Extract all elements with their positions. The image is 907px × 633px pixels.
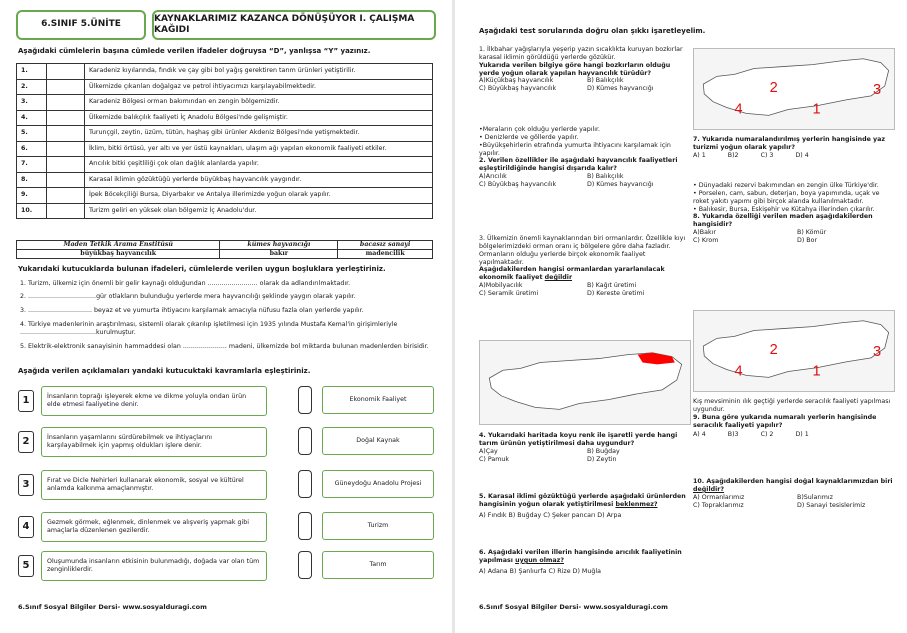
- question-10: [693, 478, 895, 509]
- unit-header: 6.SINIF 5.ÜNİTE: [16, 10, 146, 40]
- question-prompt: 6. Aşağıdaki verilen illerin hangisinde arıcılık faaliyetinin yapılması: [479, 549, 682, 564]
- option-a[interactable]: A)Küçükbaş hayvancılık: [479, 77, 554, 85]
- tf-answer-cell[interactable]: [47, 95, 85, 111]
- match-term: Ekonomik Faaliyet: [322, 386, 434, 414]
- map-number: 2: [769, 79, 778, 96]
- match-term: Doğal Kaynak: [322, 427, 434, 455]
- question-8: [693, 182, 895, 245]
- match-term: Tarım: [322, 551, 434, 579]
- bullet-item: • Porselen, cam, sabun, deterjan, boya yapımında, uçak ve roket yakıtı yapımı gibi birçok alanda kullanılmaktadır.: [693, 189, 880, 205]
- tf-answer-cell[interactable]: [47, 203, 85, 219]
- option-b[interactable]: B) Kömür: [797, 229, 827, 237]
- tf-statement: Karasal iklimin gözüktüğü yerlerde büyükbaş hayvancılık yaygındır.: [85, 172, 433, 188]
- match-term: Turizm: [322, 512, 434, 540]
- tf-row: [17, 64, 433, 80]
- match-number: 3: [18, 474, 34, 496]
- question-prompt: 2. Verilen özellikler ile aşağıdaki hayvancılık faaliyetleri eşleştirildiğinde hangisi dışarıda kalır?: [479, 157, 678, 173]
- fill-item: 2. ..................................gür otlakların bulunduğu yerlerde mera hayvancılığı şeklinde yaygın olarak yapılır.: [20, 293, 356, 300]
- tf-row: [17, 126, 433, 142]
- fill-item: 5. Elektrik-elektronik sanayisinin hammaddesi olan ...................... madeni, ülkemizde bol miktarda bulunan madenlerden birisidir.: [20, 343, 429, 350]
- tf-row: [17, 172, 433, 188]
- test-instruction: Aşağıdaki test sorularında doğru olan şıkkı işaretleyelim.: [479, 27, 706, 35]
- answer-slot[interactable]: [298, 551, 312, 579]
- term-cell: Maden Tetkik Arama Enstitüsü: [17, 241, 220, 250]
- tf-answer-cell[interactable]: [47, 188, 85, 204]
- option-b[interactable]: B)Sularımız: [797, 493, 833, 501]
- tf-row-number: 3.: [17, 95, 47, 111]
- match-description: Fırat ve Dicle Nehirleri kullanarak ekonomik, sosyal ve kültürel anlamda kalkınma amaçlanmıştır.: [41, 470, 267, 500]
- option-c[interactable]: C) Topraklarımız: [693, 501, 744, 509]
- tf-row-number: 5.: [17, 126, 47, 142]
- question-4: [479, 432, 689, 463]
- question-7: [693, 136, 895, 160]
- question-prompt: 10. Aşağıdakilerden hangisi doğal kaynaklarımızdan biri: [693, 478, 893, 485]
- question-1: [479, 46, 689, 93]
- tf-row-number: 8.: [17, 172, 47, 188]
- answer-slot[interactable]: [298, 512, 312, 540]
- question-prompt: Aşağıdakilerden hangisi ormanlardan yararlanılacak ekonomik faaliyet: [479, 266, 665, 282]
- answer-slot[interactable]: [298, 470, 312, 498]
- tf-statement: Arıcılık bitki çeşitliliği çok olan dağlık alanlarda yapılır.: [85, 157, 433, 173]
- matching-instruction: Aşağıda verilen açıklamaları yandaki kutucuktaki kavramlarla eşleştiriniz.: [18, 367, 311, 375]
- option-c[interactable]: C) 2: [760, 431, 774, 439]
- option-d[interactable]: D) 1: [795, 431, 809, 439]
- match-description: İnsanların yaşamlarını sürdürebilmek ve ihtiyaçlarını karşılayabilmek için yapmış oldukları işlere denir.: [41, 427, 267, 457]
- map-number: 4: [734, 101, 743, 118]
- option-d[interactable]: D) Kümes hayvancığı: [587, 181, 654, 189]
- question-prompt: 5. Karasal iklimi gözüktüğü yerlerde aşağıdaki ürünlerden hangisinin yoğun olarak yetiştirilmesi: [479, 493, 686, 508]
- tf-row: [17, 110, 433, 126]
- turkey-map-icon: [694, 311, 894, 391]
- turkey-map-q4: [479, 340, 691, 425]
- tf-statement: Ülkemizde çıkarılan doğalgaz ve petrol ihtiyacımızı karşılayabilmektedir.: [85, 79, 433, 95]
- worksheet-title: KAYNAKLARIMIZ KAZANCA DÖNÜŞÜYOR I. ÇALIŞMA KAĞIDI: [152, 10, 436, 40]
- option-a[interactable]: A) 4: [693, 431, 706, 439]
- bullet-item: •Meraların çok olduğu yerlerde yapılır.: [479, 126, 600, 133]
- option-d[interactable]: D) Kümes hayvancığı: [587, 85, 654, 93]
- option-b[interactable]: B) Kağıt üretimi: [587, 282, 637, 290]
- question-prompt: 9. Buna göre yukarıda numaralı yerlerin hangisinde seracılık faaliyeti yapılır?: [693, 413, 877, 429]
- turkey-map-icon: [694, 49, 894, 129]
- tf-row-number: 10.: [17, 203, 47, 219]
- turkey-map-icon: [480, 341, 690, 424]
- option-d[interactable]: D) Bor: [797, 237, 818, 245]
- question-2: [479, 126, 689, 189]
- option-c[interactable]: C) Seramik üretimi: [479, 290, 539, 298]
- term-box: [16, 240, 433, 259]
- option-a[interactable]: A) 1: [693, 151, 706, 159]
- question-prompt: Yukarıda verilen bilgiye göre hangi bozkırların olduğu yerde yoğun olarak yapılan hayvancılık türüdür?: [479, 61, 671, 77]
- match-description: Gezmek görmek, eğlenmek, dinlenmek ve alışveriş yapmak gibi amaçlarla düzenlenen gezilerdir.: [41, 512, 267, 542]
- tf-instruction: Aşağıdaki cümlelerin başına cümlede verilen ifadeler doğruysa “D”, yanlışsa “Y” yazınız.: [18, 47, 371, 55]
- term-cell: bakır: [220, 250, 338, 259]
- match-term: Güneydoğu Anadolu Projesi: [322, 470, 434, 498]
- tf-answer-cell[interactable]: [47, 79, 85, 95]
- term-cell: büyükbaş hayvancılık: [17, 250, 220, 259]
- tf-row: [17, 79, 433, 95]
- bullet-item: • Denizlerde ve göllerde yapılır.: [479, 133, 579, 141]
- option-d[interactable]: D) Sanayi tesislerimiz: [797, 501, 866, 509]
- option-d[interactable]: D) 4: [795, 151, 809, 159]
- question-3: [479, 235, 689, 298]
- fill-item: 3. ................................ beyaz et ve yumurta ihtiyacını karşılamak amacıyla nüfusu fazla olan yerlerde yapılır.: [20, 307, 364, 314]
- tf-answer-cell[interactable]: [47, 172, 85, 188]
- footer-credit: 6.Sınıf Sosyal Bilgiler Dersi- www.sosyalduragi.com: [18, 603, 207, 611]
- option-a[interactable]: A)Çay: [479, 447, 498, 455]
- tf-answer-cell[interactable]: [47, 64, 85, 80]
- tf-answer-cell[interactable]: [47, 157, 85, 173]
- tf-row-number: 9.: [17, 188, 47, 204]
- turkey-map-q7: [693, 48, 895, 130]
- option-a[interactable]: A)Mobilyacılık: [479, 282, 523, 290]
- footer-credit: 6.Sınıf Sosyal Bilgiler Dersi- www.sosyalduragi.com: [479, 603, 668, 611]
- question-stem: 3. Ülkemizin önemli kaynaklarından biri ormanlardır. Özellikle kıyı bölgelerimizdeki orman oranı iç bölgelere göre daha fazladır. Ormanların olduğu yerlerde birçok ekonomik faaliyet yapılmaktadır.: [479, 235, 686, 266]
- emphasis: değildir: [544, 274, 573, 282]
- question-prompt: 4. Yukarıdaki haritada koyu renk ile işaretli yerde hangi tarım ürünün yetiştirilmesi daha uygundur?: [479, 432, 678, 447]
- match-number: 2: [18, 431, 34, 453]
- question-9: [693, 398, 895, 439]
- option-d[interactable]: D) Kereste üretimi: [587, 290, 645, 298]
- map-number: 3: [873, 81, 882, 98]
- tf-row: [17, 188, 433, 204]
- option-line[interactable]: A) Fındık B) Buğday C) Şeker pancarı D) Arpa: [479, 511, 622, 519]
- term-cell: madencilik: [338, 250, 433, 259]
- tf-row: [17, 157, 433, 173]
- answer-slot[interactable]: [298, 427, 312, 455]
- fill-instruction: Yukarıdaki kutucuklarda bulunan ifadeleri, cümlelerde verilen uygun boşluklara yerleştiriniz.: [18, 265, 386, 273]
- match-description: Oluşumunda insanların etkisinin bulunmadığı, doğada var olan tüm zenginliklerdir.: [41, 551, 267, 581]
- tf-answer-cell[interactable]: [47, 126, 85, 142]
- option-d[interactable]: D) Zeytin: [587, 455, 617, 463]
- option-b[interactable]: B)3: [727, 431, 739, 439]
- tf-row: [17, 141, 433, 157]
- tf-statement: Turunçgil, zeytin, üzüm, tütün, haşhaş gibi ürünler Akdeniz Bölgesi'nde yetişmektedir.: [85, 126, 433, 142]
- question-6: [479, 549, 689, 576]
- option-a[interactable]: A) Ormanlarımız: [693, 493, 745, 501]
- tf-statement: Karadeniz kıyılarında, fındık ve çay gibi bol yağış gerektiren tarım ürünleri yetiştirilir.: [85, 64, 433, 80]
- option-line[interactable]: A) Adana B) Şanlıurfa C) Rize D) Muğla: [479, 567, 601, 575]
- match-number: 5: [18, 555, 34, 577]
- tf-row-number: 4.: [17, 110, 47, 126]
- map-number: 4: [734, 363, 743, 380]
- tf-row: [17, 95, 433, 111]
- bullet-item: •Büyükşehirlerin etrafında yumurta ihtiyacını karşılamak için yapılır.: [479, 141, 671, 157]
- option-a[interactable]: A)Arıcılık: [479, 173, 507, 181]
- tf-statement: İpek Böcekçiliği Bursa, Diyarbakır ve Antalya illerimizde yoğun olarak yapılır.: [85, 188, 433, 204]
- answer-slot[interactable]: [298, 386, 312, 414]
- bullet-item: • Balıkesir, Bursa, Eskişehir ve Kütahya illerinden çıkarılır.: [693, 205, 875, 213]
- tf-statement: Turizm geliri en yüksek olan bölgemiz İç Anadolu'dur.: [85, 203, 433, 219]
- emphasis: değildir?: [693, 485, 725, 493]
- tf-row-number: 6.: [17, 141, 47, 157]
- map-number: 1: [812, 363, 821, 380]
- term-cell: bacasız sanayi: [338, 241, 433, 250]
- tf-answer-cell[interactable]: [47, 141, 85, 157]
- option-b[interactable]: B) Balıkçılık: [587, 77, 624, 85]
- question-5: [479, 493, 689, 520]
- tf-row: [17, 203, 433, 219]
- option-b[interactable]: B) Balıkçılık: [587, 173, 624, 181]
- left-page: [0, 0, 452, 633]
- match-number: 1: [18, 390, 34, 412]
- emphasis: beklenmez?: [615, 500, 658, 508]
- tf-statement: Karadeniz Bölgesi orman bakımından en zengin bölgemizdir.: [85, 95, 433, 111]
- tf-answer-cell[interactable]: [47, 110, 85, 126]
- option-c[interactable]: C) Krom: [693, 237, 719, 245]
- option-c[interactable]: C) Büyükbaş hayvancılık: [479, 85, 557, 93]
- tf-row-number: 1.: [17, 64, 47, 80]
- question-stem: 1. İlkbahar yağışlarıyla yeşerip yazın sıcaklıkta kuruyan bozkırlar karasal iklimin görüldüğü yerlerde gözükür.: [479, 46, 683, 61]
- fill-item: 4. Türkiye madenlerinin araştırılması, sistemli olarak çıkarılıp işletilmesi için 1935 yılında Mustafa Kemal'in girişimleriyle ......................................kurulmuştur.: [20, 321, 398, 336]
- term-cell: kümes hayvancığı: [220, 241, 338, 250]
- map-number: 2: [769, 341, 778, 358]
- match-number: 4: [18, 516, 34, 538]
- option-b[interactable]: B)2: [727, 151, 739, 159]
- tf-row-number: 2.: [17, 79, 47, 95]
- tf-statement: İklim, bitki örtüsü, yer altı ve yer üstü kaynakları, ulaşım ağı yapılan ekonomik faaliyeti etkiler.: [85, 141, 433, 157]
- tf-statement: Ülkemizde balıkçılık faaliyeti İç Anadolu Bölgesi'nde gelişmiştir.: [85, 110, 433, 126]
- emphasis: uygun olmaz?: [515, 556, 564, 564]
- question-stem: Kış mevsiminin ılık geçtiği yerlerde seracılık faaliyeti yapılması uygundur.: [693, 398, 891, 413]
- map-number: 1: [812, 101, 821, 118]
- map-number: 3: [873, 343, 882, 360]
- option-b[interactable]: B) Buğday: [587, 447, 620, 455]
- option-a[interactable]: A)Bakır: [693, 229, 716, 237]
- true-false-table: [16, 63, 433, 219]
- option-c[interactable]: C) Pamuk: [479, 455, 509, 463]
- question-prompt: 8. Yukarıda özelliği verilen maden aşağıdakilerden hangisidir?: [693, 213, 873, 229]
- match-description: İnsanların toprağı işleyerek ekme ve dikme yoluyla ondan ürün elde etmesi faaliyetine denir.: [41, 386, 267, 416]
- tf-row-number: 7.: [17, 157, 47, 173]
- fill-item: 1. Turizm, ülkemiz için önemli bir gelir kaynağı olduğundan ......................... olarak da adlandırılmaktadır.: [20, 280, 351, 287]
- option-c[interactable]: C) 3: [760, 151, 774, 159]
- question-prompt: 7. Yukarıda numaralandırılmış yerlerin hangisinde yaz turizmi yoğun olarak yapılır?: [693, 136, 886, 151]
- bullet-item: • Dünyadaki rezervi bakımından en zengin ülke Türkiye'dir.: [693, 182, 879, 189]
- option-c[interactable]: C) Büyükbaş hayvancılık: [479, 181, 557, 189]
- right-page: [455, 0, 907, 633]
- turkey-map-q9: [693, 310, 895, 392]
